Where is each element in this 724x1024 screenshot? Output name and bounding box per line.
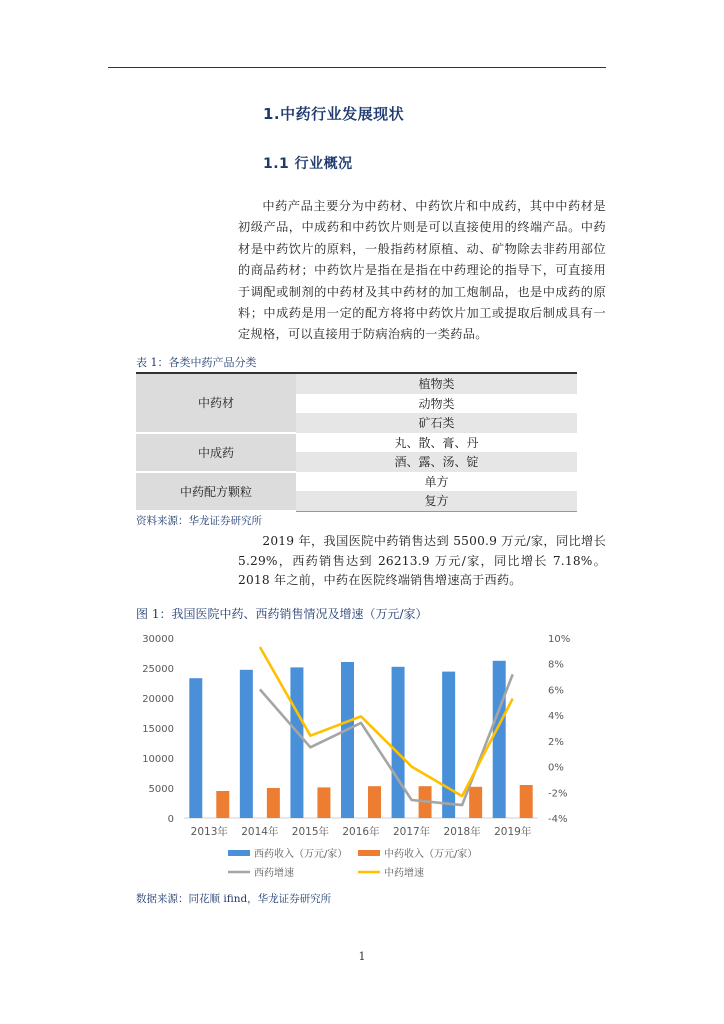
figure-title: 图 1：我国医院中药、西药销售情况及增速（万元/家） <box>136 607 428 621</box>
chart-legend <box>228 847 477 879</box>
western-medicine-bar <box>392 667 405 818</box>
heading-2: 1.1 行业概况 <box>263 156 353 172</box>
y-right-tick-label: 2% <box>548 736 564 748</box>
intro-paragraph: 中药产品主要分为中药材、中药饮片和中成药，其中中药材是初级产品，中成药和中药饮片则是可以直接使用的终端产品。中药材是中药饮片的原料，一般指药材原植、动、矿物除去非药用部位的商品药材；中药饮片是指在是指在中药理论的指导下，可直接用于调配或制剂的中药材及其中药材的加工炮制品，也是中成药的原料；中成药是用一定的配方将将中药饮片加工或提取后制成具有一定规格，可以直接用于防病治病的一类药品。 <box>238 199 606 342</box>
table-category-cell: 中药配方颗粒 <box>136 472 296 512</box>
tcm-bar <box>368 786 381 818</box>
y-left-tick-label: 30000 <box>142 634 174 645</box>
y-right-tick-label: 0% <box>548 762 564 774</box>
table-row <box>136 373 577 394</box>
table-item-cell: 植物类 <box>296 373 577 394</box>
y-right-tick-label: 6% <box>548 685 564 697</box>
legend-swatch <box>358 850 380 856</box>
bar-series <box>189 661 532 818</box>
y-right-tick-label: 8% <box>548 659 564 671</box>
y-left-tick-label: 10000 <box>142 754 174 765</box>
table-item-cell: 丸、散、膏、丹 <box>296 433 577 453</box>
western-medicine-bar <box>442 672 455 818</box>
table-caption: 表 1：各类中药产品分类 <box>136 356 257 369</box>
tcm-bar <box>469 787 482 818</box>
legend-label: 中药增速 <box>384 868 424 879</box>
western-medicine-bar <box>493 661 506 818</box>
product-classification-table <box>136 372 577 512</box>
y-axis-left <box>142 634 174 825</box>
table-item-cell: 酒、露、汤、锭 <box>296 452 577 472</box>
heading-1: 1.中药行业发展现状 <box>263 105 405 123</box>
legend-label: 西药增速 <box>254 868 294 879</box>
tcm-bar <box>267 788 280 818</box>
tcm-bar <box>520 785 533 818</box>
x-tick-label: 2016年 <box>342 826 380 838</box>
table-source: 资料来源：华龙证券研究所 <box>136 515 262 527</box>
legend-swatch <box>228 850 250 856</box>
sales-paragraph: 2019 年，我国医院中药销售达到 5500.9 万元/家，同比增长 5.29%，西药销售达到 26213.9 万元/家，同比增长 7.18%。2018 年之前，中药在医院终端销售增速高于西药。 <box>238 534 606 588</box>
y-left-tick-label: 15000 <box>142 724 174 735</box>
y-right-tick-label: -2% <box>548 788 568 800</box>
table-row <box>136 433 577 453</box>
x-tick-label: 2013年 <box>190 826 228 838</box>
table-item-cell: 矿石类 <box>296 413 577 433</box>
x-tick-label: 2014年 <box>241 826 279 838</box>
tcm-bar <box>216 791 229 818</box>
x-tick-label: 2018年 <box>443 826 481 838</box>
y-left-tick-label: 20000 <box>142 694 174 705</box>
table-item-cell: 复方 <box>296 491 577 511</box>
y-right-tick-label: -4% <box>548 814 568 825</box>
table-row <box>136 472 577 492</box>
page-number: 1 <box>358 950 366 963</box>
table-item-cell: 动物类 <box>296 394 577 414</box>
y-right-tick-label: 4% <box>548 711 564 723</box>
y-left-tick-label: 25000 <box>142 664 174 675</box>
table-category-cell: 中成药 <box>136 433 296 472</box>
x-tick-label: 2015年 <box>291 826 330 838</box>
table-item-cell: 单方 <box>296 472 577 492</box>
y-right-tick-label: 10% <box>548 634 571 645</box>
western-medicine-bar <box>341 662 354 818</box>
x-tick-label: 2017年 <box>392 826 431 838</box>
western-medicine-bar <box>290 667 303 818</box>
y-left-tick-label: 5000 <box>148 784 174 795</box>
x-tick-label: 2019年 <box>494 826 532 838</box>
header-rule <box>108 67 606 68</box>
western-medicine-bar <box>189 678 202 818</box>
figure-source: 数据来源：同花顺 ifind，华龙证券研究所 <box>136 893 332 905</box>
sales-chart <box>136 626 606 884</box>
y-axis-right <box>548 634 570 825</box>
y-left-tick-label: 0 <box>167 814 174 825</box>
legend-label: 中药收入（万元/家） <box>384 849 478 860</box>
tcm-bar <box>317 787 330 818</box>
western-medicine-bar <box>240 670 253 818</box>
legend-label: 西药收入（万元/家） <box>254 849 348 860</box>
table-category-cell: 中药材 <box>136 373 296 433</box>
x-axis-labels <box>191 825 532 838</box>
